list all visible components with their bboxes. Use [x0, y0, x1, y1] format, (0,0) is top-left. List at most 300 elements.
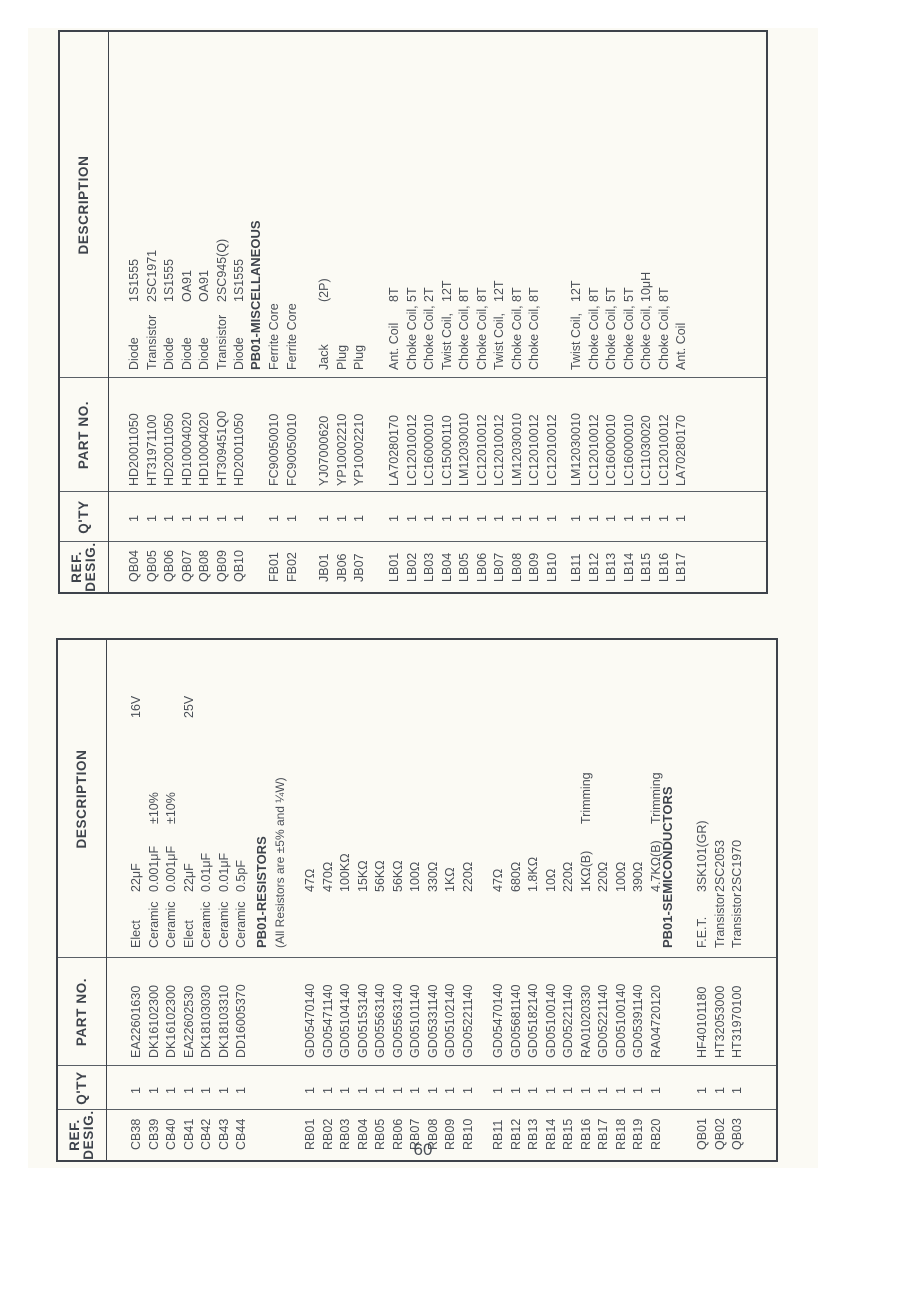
table-row — [198, 640, 214, 1160]
part-no-cell: YP10002210 — [352, 413, 366, 486]
ref-desig-cell: LB13 — [604, 552, 618, 582]
ref-desig-cell: RB16 — [578, 1118, 593, 1150]
part-no-cell: EA22602530 — [181, 985, 196, 1058]
table-row — [390, 640, 406, 1160]
ref-desig-cell: CB44 — [234, 1118, 248, 1150]
ref-desig-cell: RB12 — [508, 1118, 523, 1150]
table-row — [126, 32, 142, 592]
qty-cell: 1 — [631, 1087, 645, 1094]
description-cell: 100KΩ — [338, 853, 352, 892]
table-row — [337, 640, 353, 1160]
table-row — [621, 32, 637, 592]
description-cell: 12T — [492, 280, 506, 302]
part-no-cell: HT31971100 — [144, 414, 159, 486]
header-ref-desig: REF. DESIG. — [67, 1110, 96, 1160]
table-row — [407, 640, 423, 1160]
description-cell: Ceramic — [146, 901, 161, 948]
header-qty: Q'TY — [74, 1071, 89, 1105]
qty-cell: 1 — [509, 515, 524, 522]
qty-cell: 1 — [214, 515, 229, 522]
qty-cell: 1 — [162, 515, 176, 522]
table-row — [509, 32, 525, 592]
description-cell: 1S1555 — [162, 258, 176, 302]
part-no-cell: HD20011050 — [127, 413, 141, 486]
qty-cell: 1 — [284, 515, 299, 522]
part-no-cell: HF40101180 — [695, 986, 709, 1058]
table-row — [694, 640, 710, 1160]
qty-cell: 1 — [320, 1087, 335, 1094]
description-cell: Ceramic — [164, 901, 178, 948]
part-no-cell: HD10004020 — [179, 412, 194, 486]
qty-cell: 1 — [197, 515, 211, 522]
table-row — [233, 640, 249, 1160]
table-row — [526, 32, 542, 592]
description-cell: 0.01μF — [199, 852, 213, 892]
part-no-cell: LC12010012 — [404, 414, 419, 486]
ref-desig-cell: LB05 — [457, 552, 471, 582]
description-cell: 220Ω — [460, 861, 475, 892]
qty-cell: 1 — [216, 1087, 231, 1094]
ref-desig-cell: JB07 — [352, 553, 366, 582]
part-no-cell: LC16000010 — [422, 414, 436, 486]
part-no-cell: GD05101140 — [408, 984, 422, 1058]
description-cell: 1KΩ — [443, 867, 457, 892]
table-row — [404, 32, 420, 592]
ref-desig-cell: LB02 — [404, 552, 419, 582]
qty-cell: 1 — [695, 1087, 709, 1094]
part-no-cell: LC15000110 — [439, 415, 454, 486]
ref-desig-cell: RB19 — [631, 1118, 645, 1150]
ref-desig-cell: LB11 — [569, 553, 583, 582]
ref-desig-cell: RB14 — [543, 1118, 558, 1150]
description-cell: Diode — [162, 337, 176, 370]
part-no-cell: HD20011050 — [232, 413, 246, 486]
description-cell: Choke Coil, — [604, 305, 618, 370]
qty-cell: 1 — [267, 515, 281, 522]
header-divider — [106, 640, 107, 1160]
section-heading-miscellaneous: PB01-MISCELLANEOUS — [248, 220, 263, 370]
qty-cell: 1 — [474, 515, 489, 522]
table-row — [302, 640, 318, 1160]
ref-desig-cell: QB05 — [144, 550, 159, 582]
qty-cell: 1 — [179, 515, 194, 522]
table-row — [613, 640, 629, 1160]
table-row — [316, 32, 332, 592]
ref-desig-cell: QB01 — [695, 1118, 709, 1150]
description-cell: 15KΩ — [355, 860, 370, 892]
description-cell: 100Ω — [408, 861, 422, 892]
rotated-content — [28, 28, 818, 1168]
description-cell: Transistor — [712, 892, 727, 948]
qty-cell: 1 — [604, 515, 618, 522]
ref-desig-cell: QB07 — [179, 550, 194, 582]
document-page — [28, 28, 818, 1168]
description-cell: 680Ω — [508, 861, 523, 892]
header-ref-desig: REF. DESIG. — [69, 542, 98, 592]
table-row — [161, 32, 177, 592]
description-cell: Trimming — [648, 772, 663, 824]
qty-cell: 1 — [127, 515, 141, 522]
part-no-cell: LM12030010 — [569, 413, 583, 486]
description-cell: Choke Coil, — [527, 305, 541, 370]
ref-desig-cell: RB18 — [613, 1118, 628, 1150]
ref-desig-cell: FB01 — [267, 552, 281, 582]
description-cell: 0.01μF — [216, 852, 231, 892]
description-cell: Choke Coil, — [509, 305, 524, 370]
description-cell: Ant. Coil — [674, 322, 688, 370]
part-no-cell: GD05221140 — [596, 984, 610, 1058]
qty-cell: 1 — [561, 1087, 575, 1094]
ref-desig-cell: LB07 — [492, 552, 506, 582]
ref-desig-cell: CB38 — [129, 1118, 143, 1150]
table-row — [729, 640, 745, 1160]
part-no-cell: GD05470140 — [303, 983, 317, 1058]
qty-cell: 1 — [317, 515, 331, 522]
table-row — [648, 640, 664, 1160]
description-cell: Choke Coil, — [457, 305, 471, 370]
ref-desig-cell: CB42 — [199, 1118, 213, 1150]
qty-cell: 1 — [404, 515, 419, 522]
description-cell: Choke Coil, — [586, 305, 601, 370]
part-no-cell: FC90050010 — [284, 413, 299, 486]
header-part-no: PART NO. — [74, 977, 89, 1047]
ref-desig-cell: LB03 — [422, 552, 436, 582]
ref-desig-cell: LB04 — [439, 552, 454, 582]
qty-cell: 1 — [712, 1087, 727, 1094]
part-no-cell: GD05221140 — [460, 984, 475, 1058]
qty-cell: 1 — [425, 1087, 440, 1094]
part-no-cell: GD05563140 — [373, 983, 387, 1058]
description-cell: Choke Coil, — [639, 305, 653, 370]
header-description: DESCRIPTION — [76, 155, 91, 255]
part-no-cell: RA01020330 — [578, 985, 593, 1058]
part-no-cell: DK16102300 — [146, 985, 161, 1058]
parts-table-left — [56, 638, 778, 1162]
qty-cell: 1 — [443, 1087, 457, 1094]
part-no-cell: GD05221140 — [561, 984, 575, 1058]
table-row — [638, 32, 654, 592]
table-row — [656, 32, 672, 592]
ref-desig-cell: LB17 — [674, 552, 688, 582]
description-cell: Elect — [181, 920, 196, 948]
description-cell: (2P) — [317, 278, 331, 302]
table-row — [578, 640, 594, 1160]
description-cell: 0.001μF — [164, 845, 178, 892]
qty-cell: 1 — [232, 515, 246, 522]
table-row — [442, 640, 458, 1160]
description-cell: 16V — [129, 695, 143, 718]
description-cell: Elect — [129, 920, 143, 948]
description-cell: Choke Coil, — [656, 305, 671, 370]
ref-desig-cell: LB16 — [656, 552, 671, 582]
header-qty: Q'TY — [76, 500, 91, 534]
part-no-cell: GD05100140 — [613, 983, 628, 1058]
description-cell: Twist Coil, — [492, 313, 506, 370]
description-cell: OA91 — [179, 270, 194, 302]
header-description: DESCRIPTION — [74, 749, 89, 849]
ref-desig-cell: CB39 — [146, 1118, 161, 1150]
ref-desig-cell: RB07 — [408, 1118, 422, 1150]
ref-desig-cell: RB08 — [425, 1118, 440, 1150]
table-row — [474, 32, 490, 592]
description-cell: 2T — [422, 287, 436, 302]
part-no-cell: GD05182140 — [526, 983, 540, 1058]
part-no-cell: LC16000010 — [621, 414, 636, 486]
qty-cell: 1 — [596, 1087, 610, 1094]
ref-desig-cell: JB06 — [334, 553, 349, 582]
qty-cell: 1 — [422, 515, 436, 522]
ref-desig-cell: LB06 — [474, 552, 489, 582]
description-cell: Ferrite Core — [267, 303, 281, 370]
ref-desig-cell: RB02 — [320, 1118, 335, 1150]
ref-desig-cell: LB10 — [544, 552, 559, 582]
table-row — [214, 32, 230, 592]
qty-cell: 1 — [146, 1087, 161, 1094]
part-no-cell: GD05470140 — [491, 983, 505, 1058]
table-row — [508, 640, 524, 1160]
part-no-cell: HT309451Q0 — [214, 410, 229, 486]
description-cell: 8T — [656, 287, 671, 302]
table-row — [216, 640, 232, 1160]
table-row — [179, 32, 195, 592]
description-cell: Ceramic — [216, 901, 231, 948]
part-no-cell: YP10002210 — [334, 413, 349, 486]
qty-cell: 1 — [656, 515, 671, 522]
description-cell: 330Ω — [425, 861, 440, 892]
description-cell: Diode — [127, 337, 141, 370]
description-cell: 56KΩ — [390, 860, 405, 892]
description-cell: Plug — [352, 344, 366, 370]
part-no-cell: GD05563140 — [390, 983, 405, 1058]
section-heading-resistors: PB01-RESISTORS — [254, 836, 269, 948]
description-cell: 1.8KΩ — [526, 856, 540, 892]
qty-cell: 1 — [199, 1087, 213, 1094]
ref-desig-cell: RB10 — [460, 1118, 475, 1150]
qty-cell: 1 — [334, 515, 349, 522]
qty-cell: 1 — [355, 1087, 370, 1094]
ref-desig-cell: QB08 — [197, 550, 211, 582]
ref-desig-cell: LB08 — [509, 552, 524, 582]
part-no-cell: LC12010012 — [474, 414, 489, 486]
description-cell: 56KΩ — [373, 860, 387, 892]
description-cell: 22μF — [129, 863, 143, 892]
part-no-cell: GD05391140 — [631, 984, 645, 1058]
description-cell: Choke Coil, — [474, 305, 489, 370]
description-cell: Plug — [334, 344, 349, 370]
qty-cell: 1 — [544, 515, 559, 522]
table-row — [543, 640, 559, 1160]
qty-cell: 1 — [408, 1087, 422, 1094]
description-cell: Diode — [179, 337, 194, 370]
qty-cell: 1 — [491, 1087, 505, 1094]
qty-cell: 1 — [144, 515, 159, 522]
ref-desig-cell: LB09 — [527, 552, 541, 582]
table-row — [568, 32, 584, 592]
section-heading-semiconductors: PB01-SEMICONDUCTORS — [660, 786, 675, 948]
qty-cell: 1 — [457, 515, 471, 522]
qty-cell: 1 — [390, 1087, 405, 1094]
description-cell: 0.001μF — [146, 845, 161, 892]
description-cell: 47Ω — [303, 868, 317, 892]
ref-desig-cell: RB03 — [338, 1118, 352, 1150]
ref-desig-cell: QB09 — [214, 550, 229, 582]
part-no-cell: LA70280170 — [387, 415, 401, 486]
description-cell: 4.7KΩ(B) — [648, 840, 663, 892]
qty-cell: 1 — [508, 1087, 523, 1094]
description-cell: 12T — [439, 280, 454, 302]
header-divider — [108, 32, 109, 592]
ref-desig-cell: RB11 — [491, 1119, 505, 1150]
description-cell: 12T — [569, 280, 583, 302]
description-cell: 22μF — [181, 863, 196, 892]
part-no-cell: LM12030010 — [457, 413, 471, 486]
table-row — [673, 32, 689, 592]
description-cell: Ant. Coil — [387, 322, 401, 370]
description-cell: Ferrite Core — [284, 303, 299, 370]
part-no-cell: LC12010012 — [492, 414, 506, 486]
resistor-note: (All Resistors are ±5% and ¼W) — [273, 777, 287, 948]
part-no-cell: LA70280170 — [674, 415, 688, 486]
part-no-cell: GD05100140 — [543, 983, 558, 1058]
part-no-cell: LC12010012 — [527, 414, 541, 486]
description-cell: Jack — [317, 344, 331, 370]
description-cell: F.E.T. — [695, 916, 709, 948]
ref-desig-cell: QB03 — [730, 1118, 744, 1150]
description-cell: 8T — [387, 287, 401, 302]
description-cell: 2SC1970 — [730, 839, 744, 892]
description-cell: ±10% — [164, 792, 178, 824]
part-no-cell: HT32053000 — [712, 985, 727, 1058]
part-no-cell: DK18103310 — [216, 985, 231, 1058]
ref-desig-cell: RB09 — [443, 1118, 457, 1150]
part-no-cell: LC11030020 — [639, 415, 653, 486]
description-cell: Transistor — [214, 314, 229, 370]
description-cell: Choke Coil, — [404, 305, 419, 370]
qty-cell: 1 — [613, 1087, 628, 1094]
ref-desig-cell: RB15 — [561, 1118, 575, 1150]
table-row — [355, 640, 371, 1160]
table-row — [196, 32, 212, 592]
qty-cell: 1 — [352, 515, 366, 522]
ref-desig-cell: RB20 — [648, 1118, 663, 1150]
table-row — [630, 640, 646, 1160]
part-no-cell: HD10004020 — [197, 412, 211, 486]
description-cell: ±10% — [146, 792, 161, 824]
description-cell: 0.5pF — [234, 860, 248, 892]
table-row — [560, 640, 576, 1160]
part-no-cell: GD05102140 — [443, 983, 457, 1058]
description-cell: 8T — [586, 287, 601, 302]
description-cell: 10μH — [639, 271, 653, 302]
description-cell: 8T — [509, 287, 524, 302]
table-row — [334, 32, 350, 592]
table-row — [544, 32, 560, 592]
qty-cell: 1 — [387, 515, 401, 522]
description-cell: Diode — [197, 337, 211, 370]
table-row — [425, 640, 441, 1160]
table-row — [181, 640, 197, 1160]
part-no-cell: LC12010012 — [656, 414, 671, 486]
qty-cell: 1 — [730, 1087, 744, 1094]
table-row — [490, 640, 506, 1160]
description-cell: 2SC945(Q) — [214, 238, 229, 302]
description-cell: 5T — [404, 287, 419, 302]
table-row — [460, 640, 476, 1160]
ref-desig-cell: RB06 — [390, 1118, 405, 1150]
qty-cell: 1 — [492, 515, 506, 522]
part-no-cell: LC12010012 — [586, 414, 601, 486]
ref-desig-cell: JB01 — [317, 553, 331, 582]
description-cell: 3SK101(GR) — [695, 820, 709, 892]
table-row — [712, 640, 728, 1160]
table-row — [603, 32, 619, 592]
qty-cell: 1 — [639, 515, 653, 522]
description-cell: Choke Coil, — [621, 305, 636, 370]
description-cell: OA91 — [197, 270, 211, 302]
qty-cell: 1 — [373, 1087, 387, 1094]
table-row — [146, 640, 162, 1160]
qty-cell: 1 — [569, 515, 583, 522]
qty-cell: 1 — [181, 1087, 196, 1094]
description-cell: 100Ω — [613, 861, 628, 892]
qty-cell: 1 — [578, 1087, 593, 1094]
qty-cell: 1 — [586, 515, 601, 522]
ref-desig-cell: LB14 — [621, 552, 636, 582]
part-no-cell: GD05104140 — [338, 983, 352, 1058]
table-row — [266, 32, 282, 592]
table-row — [456, 32, 472, 592]
ref-desig-cell: CB41 — [181, 1118, 196, 1150]
ref-desig-cell: QB06 — [162, 550, 176, 582]
description-cell: 220Ω — [596, 861, 610, 892]
table-row — [128, 640, 144, 1160]
part-no-cell: LM12030010 — [509, 413, 524, 486]
table-row — [525, 640, 541, 1160]
description-cell: 1S1555 — [232, 258, 246, 302]
ref-desig-cell: RB05 — [373, 1118, 387, 1150]
part-no-cell: DK16102300 — [164, 985, 178, 1058]
table-row — [421, 32, 437, 592]
part-no-cell: FC90050010 — [267, 413, 281, 486]
ref-desig-cell: QB04 — [127, 550, 141, 582]
table-row — [386, 32, 402, 592]
page-number: 60 — [413, 1140, 433, 1159]
qty-cell: 1 — [674, 515, 688, 522]
ref-desig-cell: FB02 — [284, 552, 299, 582]
ref-desig-cell: RB17 — [596, 1118, 610, 1150]
table-row — [372, 640, 388, 1160]
qty-cell: 1 — [527, 515, 541, 522]
description-cell: Trimming — [578, 772, 593, 824]
description-cell: 1KΩ(B) — [578, 850, 593, 892]
table-row — [439, 32, 455, 592]
part-no-cell: HT31970100 — [730, 985, 744, 1058]
qty-cell: 1 — [543, 1087, 558, 1094]
part-no-cell: HD20011050 — [162, 413, 176, 486]
description-cell: 47Ω — [491, 868, 505, 892]
description-cell: 5T — [621, 287, 636, 302]
table-row — [320, 640, 336, 1160]
qty-cell: 1 — [460, 1087, 475, 1094]
part-no-cell: GD05331140 — [425, 984, 440, 1058]
part-no-cell: DD16005370 — [234, 984, 248, 1058]
description-cell: 2SC2053 — [712, 839, 727, 892]
description-cell: Ceramic — [234, 901, 248, 948]
table-row — [284, 32, 300, 592]
description-cell: 8T — [474, 287, 489, 302]
description-cell: 10Ω — [543, 868, 558, 892]
ref-desig-cell: CB40 — [164, 1118, 178, 1150]
